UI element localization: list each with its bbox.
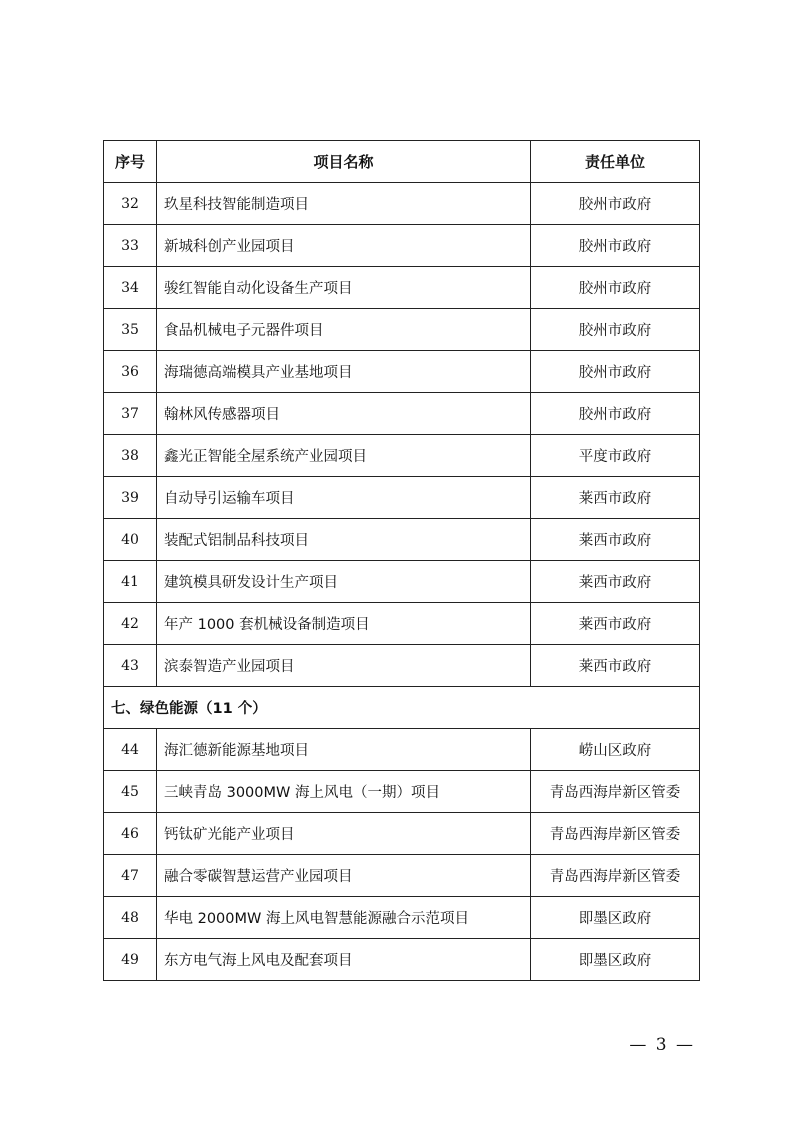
row-unit: 莱西市政府 xyxy=(531,603,700,645)
row-name: 钙钛矿光能产业项目 xyxy=(157,813,531,855)
row-unit: 莱西市政府 xyxy=(531,519,700,561)
table-row xyxy=(104,939,700,981)
row-num: 37 xyxy=(104,393,157,435)
row-unit: 莱西市政府 xyxy=(531,477,700,519)
table-row xyxy=(104,561,700,603)
project-table xyxy=(103,140,700,981)
row-unit: 胶州市政府 xyxy=(531,267,700,309)
row-num: 44 xyxy=(104,729,157,771)
row-num: 33 xyxy=(104,225,157,267)
row-name: 滨泰智造产业园项目 xyxy=(157,645,531,687)
header-unit: 责任单位 xyxy=(531,141,700,183)
row-name: 新城科创产业园项目 xyxy=(157,225,531,267)
table-row xyxy=(104,771,700,813)
row-name: 三峡青岛 3000MW 海上风电（一期）项目 xyxy=(157,771,531,813)
row-num: 38 xyxy=(104,435,157,477)
row-name: 海瑞德高端模具产业基地项目 xyxy=(157,351,531,393)
row-num: 47 xyxy=(104,855,157,897)
row-num: 42 xyxy=(104,603,157,645)
row-unit: 胶州市政府 xyxy=(531,351,700,393)
table-row xyxy=(104,309,700,351)
table-row xyxy=(104,897,700,939)
row-unit: 崂山区政府 xyxy=(531,729,700,771)
row-unit: 胶州市政府 xyxy=(531,225,700,267)
table-row xyxy=(104,225,700,267)
row-num: 36 xyxy=(104,351,157,393)
table-row xyxy=(104,645,700,687)
table-row xyxy=(104,813,700,855)
row-num: 41 xyxy=(104,561,157,603)
row-name: 食品机械电子元器件项目 xyxy=(157,309,531,351)
row-unit: 胶州市政府 xyxy=(531,183,700,225)
row-num: 45 xyxy=(104,771,157,813)
table-row xyxy=(104,477,700,519)
row-name: 装配式铝制品科技项目 xyxy=(157,519,531,561)
table-row xyxy=(104,393,700,435)
row-name: 玖星科技智能制造项目 xyxy=(157,183,531,225)
section-heading: 七、绿色能源（11 个） xyxy=(104,687,700,729)
row-num: 35 xyxy=(104,309,157,351)
row-unit: 平度市政府 xyxy=(531,435,700,477)
table-row xyxy=(104,519,700,561)
row-name: 融合零碳智慧运营产业园项目 xyxy=(157,855,531,897)
row-name: 骏红智能自动化设备生产项目 xyxy=(157,267,531,309)
row-name: 翰林风传感器项目 xyxy=(157,393,531,435)
table-row xyxy=(104,351,700,393)
row-unit: 青岛西海岸新区管委 xyxy=(531,855,700,897)
row-name: 东方电气海上风电及配套项目 xyxy=(157,939,531,981)
row-name: 建筑模具研发设计生产项目 xyxy=(157,561,531,603)
row-num: 34 xyxy=(104,267,157,309)
row-unit: 莱西市政府 xyxy=(531,561,700,603)
table-row xyxy=(104,267,700,309)
row-num: 49 xyxy=(104,939,157,981)
row-name: 海汇德新能源基地项目 xyxy=(157,729,531,771)
row-unit: 莱西市政府 xyxy=(531,645,700,687)
header-num: 序号 xyxy=(104,141,157,183)
row-name: 鑫光正智能全屋系统产业园项目 xyxy=(157,435,531,477)
row-unit: 胶州市政府 xyxy=(531,393,700,435)
page-number: — 3 — xyxy=(629,1035,695,1055)
section-row xyxy=(104,687,700,729)
header-name: 项目名称 xyxy=(157,141,531,183)
table-row xyxy=(104,729,700,771)
row-unit: 即墨区政府 xyxy=(531,939,700,981)
row-name: 自动导引运输车项目 xyxy=(157,477,531,519)
row-num: 39 xyxy=(104,477,157,519)
row-num: 43 xyxy=(104,645,157,687)
row-name: 年产 1000 套机械设备制造项目 xyxy=(157,603,531,645)
row-unit: 即墨区政府 xyxy=(531,897,700,939)
table-row xyxy=(104,435,700,477)
row-num: 46 xyxy=(104,813,157,855)
row-unit: 青岛西海岸新区管委 xyxy=(531,813,700,855)
row-unit: 青岛西海岸新区管委 xyxy=(531,771,700,813)
row-num: 40 xyxy=(104,519,157,561)
table-row xyxy=(104,855,700,897)
table-header-row xyxy=(104,141,700,183)
row-num: 48 xyxy=(104,897,157,939)
row-unit: 胶州市政府 xyxy=(531,309,700,351)
table-row xyxy=(104,603,700,645)
table-row xyxy=(104,183,700,225)
row-name: 华电 2000MW 海上风电智慧能源融合示范项目 xyxy=(157,897,531,939)
row-num: 32 xyxy=(104,183,157,225)
